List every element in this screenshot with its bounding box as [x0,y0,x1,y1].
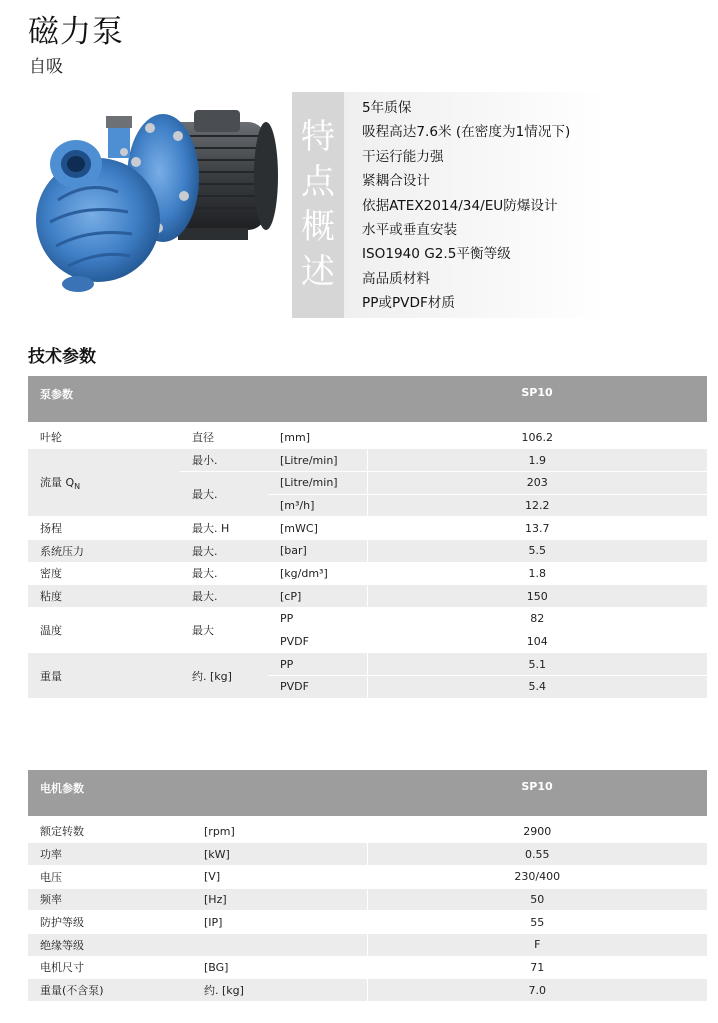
feature-item: 5年质保 [362,100,412,116]
table-row: PVDF 5.4 [28,676,707,699]
feature-item: 紧耦合设计 [362,173,430,190]
pump-illustration [28,100,280,310]
table-row: 叶轮 直径 [mm] 106.2 [28,426,707,449]
features-heading-char: 特 [301,117,335,157]
feature-item: PP或PVDF材质 [362,295,455,312]
feature-item: 吸程高达7.6米 (在密度为1情况下) [362,124,571,141]
table-row: 密度 最大. [kg/dm³] 1.8 [28,562,707,585]
header-model: SP10 [367,376,707,422]
feature-item: 依据ATEX2014/34/EU防爆设计 [362,197,558,214]
features-list [362,96,570,316]
table-row: 电机尺寸 [BG] 71 [28,956,707,979]
feature-item: 干运行能力强 [362,148,444,165]
feature-item: 水平或垂直安装 [362,221,458,238]
table-header [28,770,707,816]
header-label: 泵参数 [28,376,367,422]
table-row: [m³/h] 12.2 [28,494,707,517]
header-model: SP10 [367,770,707,816]
features-heading [292,92,344,318]
features-heading-char: 点 [301,162,335,202]
table-row: 最大. [Litre/min] 203 [28,471,707,494]
table-row: 电压 [V] 230/400 [28,865,707,888]
table-row: PVDF 104 [28,630,707,653]
feature-item: 高品质材料 [362,270,430,287]
table-row: 功率 [kW] 0.55 [28,843,707,866]
table-row: 额定转数 [rpm] 2900 [28,820,707,843]
section-title: 技术参数 [28,347,96,367]
table-row: 频率 [Hz] 50 [28,888,707,911]
table-row: 重量 约. [kg] PP 5.1 [28,653,707,676]
table-row: 绝缘等级 F [28,933,707,956]
table-row: 重量(不含泵) 约. [kg] 7.0 [28,979,707,1002]
page-subtitle: 自吸 [29,57,63,77]
page-title: 磁力泵 [28,14,124,50]
table-row: 粘度 最大. [cP] 150 [28,585,707,608]
pump-image [28,100,280,310]
features-heading-char: 述 [301,252,335,292]
table-row: 系统压力 最大. [bar] 5.5 [28,539,707,562]
header-label: 电机参数 [28,770,367,816]
feature-item: ISO1940 G2.5平衡等级 [362,246,511,263]
flow-label: 流量 $Q_N$ [28,449,180,517]
table-row: 防护等级 [IP] 55 [28,911,707,934]
table-row: 扬程 最大. H [mWC] 13.7 [28,517,707,540]
pump-parameters-table [28,376,707,699]
table-row: 流量 $Q_N$ 最小. [Litre/min] 1.9 [28,449,707,472]
motor-parameters-table [28,770,707,1002]
table-row: 温度 最大 PP 82 [28,608,707,631]
table-header [28,376,707,422]
features-heading-char: 概 [301,207,335,247]
